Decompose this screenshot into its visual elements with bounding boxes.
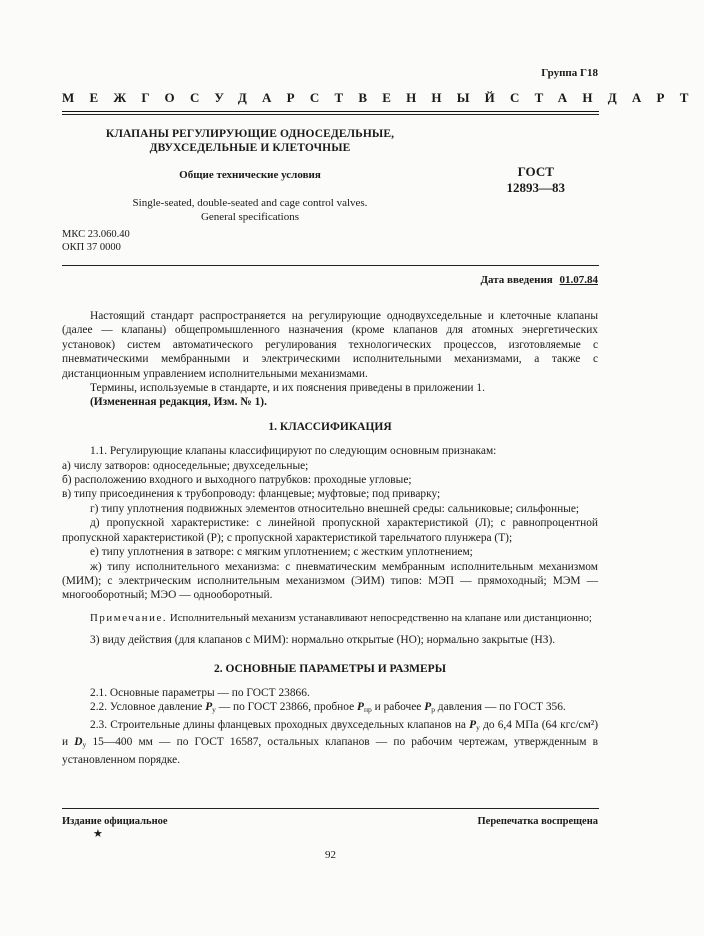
english-title-line-1: Single-seated, double-seated and cage control valves. [132, 197, 368, 209]
title-block [62, 127, 438, 224]
clause-1-1-d: г) типу уплотнения подвижных элементов относительно внешней среды: сальниковые; сильфонные; [90, 502, 580, 515]
clause-1-1-f: е) типу уплотнения в затворе: с мягким уплотнением; с жестким уплотнением; [90, 546, 473, 559]
group-code: Группа Г18 [541, 67, 598, 79]
title-line-1: КЛАПАНЫ РЕГУЛИРУЮЩИЕ ОДНОСЕДЕЛЬНЫЕ, [105, 128, 395, 140]
paragraph-scope: Настоящий стандарт распространяется на регулирующие однодвухседельные и клеточные клапаны (далее — клапаны) общепромышленного назначения (кроме клапанов для атомных энергетических установок) систем автоматического регулирования технологических процессов, изготовляемые с пневматическими мембранными и электрическими исполнительными механизмами, а также с дистанционным управлением исполнительными механизмами. [62, 310, 598, 380]
footer-rule [62, 808, 599, 809]
note-text: Исполнительный механизм устанавливают непосредственно на клапане или дистанционно; [169, 611, 592, 624]
clause-1-1-a: а) числу затворов: односедельные; двухседельные; [62, 459, 309, 472]
symbol-p: P [424, 701, 432, 714]
clause-2-3: 2.3. Строительные длины фланцевых проходных двухседельных клапанов на $P_у$ до 6,4 МПа (64 кгс/см²) и $D_у$ 15—400 мм — по ГОСТ 16587, остальных клапанов — по рабочим чертежам, утвержденным в установленном порядке. [62, 718, 598, 766]
note-label: Примечание. [90, 611, 168, 624]
title-line-2: ДВУХСЕДЕЛЬНЫЕ И КЛЕТОЧНЫЕ [149, 142, 351, 154]
clause-1-1-c: в) типу присоединения к трубопроводу: фланцевые; муфтовые; под приварку; [62, 488, 441, 501]
paragraph-terms: Термины, используемые в стандарте, и их пояснения приведены в приложении 1. [90, 382, 485, 395]
document-body [62, 309, 598, 767]
clause-2-1: 2.1. Основные параметры — по ГОСТ 23866. [90, 686, 310, 699]
gost-number [507, 164, 566, 196]
english-title [62, 196, 438, 224]
section-heading-1: 1. КЛАССИФИКАЦИЯ [268, 420, 392, 433]
symbol-p: P [205, 701, 213, 714]
english-title-line-2: General specifications [200, 211, 300, 223]
clause-1-1-g: ж) типу исполнительного механизма: с пневматическим мембранным исполнительным механизмом (МИМ); с электрическим исполнительным механизмом (ЭИМ) типов: МЭП — прямоходный; МЭМ — многооборотный; МЭО — однооборотный. [62, 560, 598, 602]
section-heading-2: 2. ОСНОВНЫЕ ПАРАМЕТРЫ И РАЗМЕРЫ [213, 662, 447, 675]
gost-code: 12893—83 [506, 180, 565, 195]
standard-banner [62, 90, 704, 106]
date-rule [62, 265, 599, 266]
note [62, 611, 598, 625]
top-rule-thin [62, 114, 599, 115]
paragraph-amendment: (Измененная редакция, Изм. № 1). [90, 396, 267, 409]
subtitle: Общие технические условия [179, 169, 321, 181]
page-number: 92 [325, 849, 336, 861]
symbol-d: D [74, 736, 83, 749]
okp-code: ОКП 37 0000 [62, 242, 121, 253]
date-value: 01.07.84 [559, 274, 598, 286]
clause-2-2: 2.2. Условное давление $P_у$ — по ГОСТ 23866, пробное $P_{пр}$ и рабочее $P_р$ давления — по ГОСТ 356. [90, 701, 566, 715]
classification-codes [62, 228, 130, 254]
symbol-p: P [357, 701, 364, 714]
introduction-date [480, 274, 598, 286]
date-label: Дата введения [480, 274, 553, 286]
reprint-notice: Перепечатка воспрещена [477, 816, 598, 827]
gost-label: ГОСТ [517, 164, 554, 179]
top-rule [62, 111, 599, 112]
edition-label: Издание официальное [62, 816, 168, 827]
star-icon: ★ [93, 828, 103, 840]
clause-1-1-h: 3) виду действия (для клапанов с МИМ): нормально открытые (НО); нормально закрытые (НЗ). [90, 634, 556, 647]
symbol-p: P [469, 718, 477, 731]
clause-1-1: 1.1. Регулирующие клапаны классифицируют по следующим основным признакам: [90, 445, 497, 458]
mks-code: МКС 23.060.40 [62, 229, 130, 240]
banner-word-1: МЕЖГОСУДАРСТВЕННЫЙ [62, 90, 510, 105]
banner-word-2: СТАНДАРТ [510, 90, 704, 105]
clause-1-1-b: б) расположению входного и выходного патрубков: проходные угловые; [62, 474, 412, 487]
clause-1-1-e: д) пропускной характеристике: с линейной пропускной характеристикой (Л); с равнопроцентной пропускной характеристикой (Р); с пропускной характеристикой тарельчатого плунжера (Т); [62, 517, 598, 544]
